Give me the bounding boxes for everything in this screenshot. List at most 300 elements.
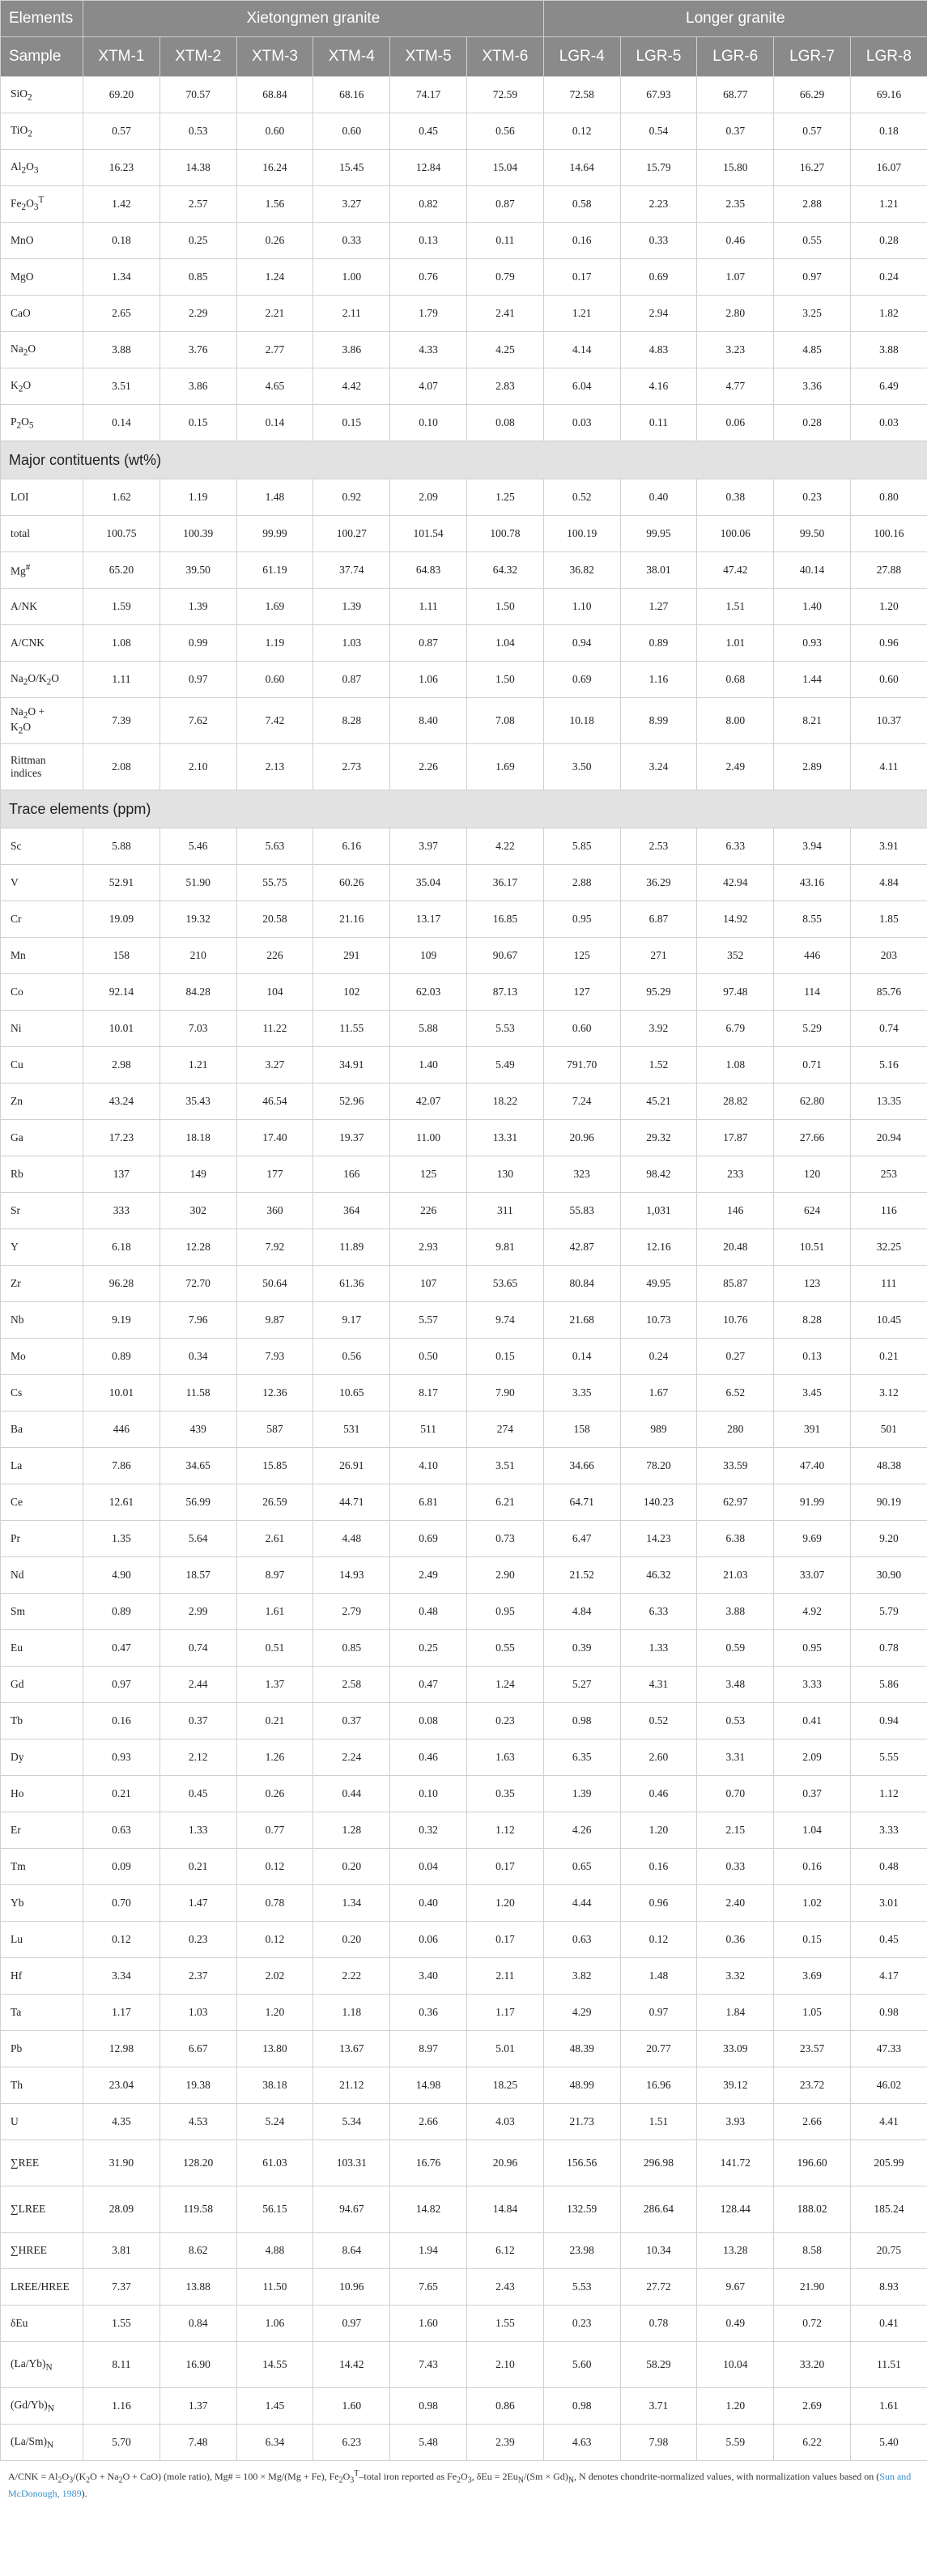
table-cell: 4.10	[390, 1448, 467, 1484]
table-cell: 2.29	[159, 296, 236, 332]
table-cell: 0.78	[620, 2306, 697, 2342]
table-cell: 72.70	[159, 1266, 236, 1302]
table-row	[1, 901, 927, 938]
table-cell: 1.19	[236, 625, 313, 662]
table-cell: 1.03	[159, 1995, 236, 2031]
table-cell: 0.11	[466, 223, 543, 259]
table-cell: 5.48	[390, 2425, 467, 2461]
table-cell: 28.82	[697, 1084, 774, 1120]
table-cell: 64.83	[390, 552, 467, 589]
table-cell: 0.20	[313, 1922, 390, 1958]
table-cell: 0.41	[850, 2306, 927, 2342]
table-cell: 29.32	[620, 1120, 697, 1156]
table-cell: 32.25	[850, 1229, 927, 1266]
table-cell: 8.11	[83, 2342, 160, 2388]
table-cell: 3.36	[774, 368, 851, 405]
table-cell: 13.31	[466, 1120, 543, 1156]
sample-col-header: LGR-7	[774, 37, 851, 77]
table-cell: 0.04	[390, 1849, 467, 1885]
table-cell: 7.98	[620, 2425, 697, 2461]
table-cell: 6.38	[697, 1521, 774, 1557]
row-label: δEu	[1, 2306, 83, 2342]
table-cell: 4.29	[543, 1995, 620, 2031]
row-label: $Na_2O/K_2O$	[1, 662, 83, 698]
table-cell: 33.20	[774, 2342, 851, 2388]
table-cell: 0.68	[697, 662, 774, 698]
table-cell: 296.98	[620, 2140, 697, 2186]
table-cell: 1.06	[236, 2306, 313, 2342]
row-label: Cr	[1, 901, 83, 938]
table-cell: 99.95	[620, 516, 697, 552]
table-cell: 1.85	[850, 901, 927, 938]
table-cell: 0.53	[159, 113, 236, 150]
table-cell: 1.52	[620, 1047, 697, 1084]
sample-col-header: XTM-2	[159, 37, 236, 77]
table-cell: 100.78	[466, 516, 543, 552]
row-label: U	[1, 2104, 83, 2140]
table-row	[1, 1266, 927, 1302]
table-cell: 120	[774, 1156, 851, 1193]
table-cell: 0.46	[620, 1776, 697, 1812]
table-cell: 4.11	[850, 744, 927, 790]
table-cell: 4.90	[83, 1557, 160, 1594]
table-cell: 5.01	[466, 2031, 543, 2067]
table-cell: 0.16	[620, 1849, 697, 1885]
table-cell: 4.35	[83, 2104, 160, 2140]
table-cell: 16.85	[466, 901, 543, 938]
table-row	[1, 77, 927, 113]
table-cell: 1.24	[236, 259, 313, 296]
table-cell: 1.21	[850, 186, 927, 223]
table-row	[1, 1958, 927, 1995]
table-cell: 2.99	[159, 1594, 236, 1630]
table-cell: 27.72	[620, 2269, 697, 2306]
table-cell: 114	[774, 974, 851, 1011]
table-row	[1, 1849, 927, 1885]
table-cell: 0.50	[390, 1339, 467, 1375]
table-cell: 0.47	[390, 1667, 467, 1703]
table-cell: 1.62	[83, 479, 160, 516]
table-cell: 6.34	[236, 2425, 313, 2461]
table-cell: 1.42	[83, 186, 160, 223]
table-row	[1, 1594, 927, 1630]
table-cell: 0.94	[850, 1703, 927, 1739]
table-cell: 35.43	[159, 1084, 236, 1120]
table-row	[1, 1375, 927, 1411]
table-row	[1, 625, 927, 662]
table-cell: 0.12	[83, 1922, 160, 1958]
row-label: Rb	[1, 1156, 83, 1193]
table-cell: 1.69	[236, 589, 313, 625]
table-cell: 56.99	[159, 1484, 236, 1521]
table-cell: 2.94	[620, 296, 697, 332]
table-cell: 14.55	[236, 2342, 313, 2388]
table-row	[1, 259, 927, 296]
table-row	[1, 2269, 927, 2306]
table-cell: 3.23	[697, 332, 774, 368]
row-label: A/CNK	[1, 625, 83, 662]
table-cell: 3.01	[850, 1885, 927, 1922]
row-label: Cu	[1, 1047, 83, 1084]
table-cell: 5.16	[850, 1047, 927, 1084]
table-cell: 0.12	[620, 1922, 697, 1958]
table-cell: 1.25	[466, 479, 543, 516]
table-cell: 0.78	[236, 1885, 313, 1922]
table-cell: 12.61	[83, 1484, 160, 1521]
table-cell: 6.81	[390, 1484, 467, 1521]
table-cell: 5.60	[543, 2342, 620, 2388]
table-cell: 10.34	[620, 2233, 697, 2269]
row-label: Nb	[1, 1302, 83, 1339]
table-cell: 1.45	[236, 2388, 313, 2425]
table-cell: 7.24	[543, 1084, 620, 1120]
table-cell: 0.47	[83, 1630, 160, 1667]
table-cell: 1.17	[466, 1995, 543, 2031]
table-cell: 0.74	[850, 1011, 927, 1047]
table-cell: 624	[774, 1193, 851, 1229]
table-cell: 104	[236, 974, 313, 1011]
table-cell: 0.97	[774, 259, 851, 296]
table-cell: 4.77	[697, 368, 774, 405]
table-cell: 3.86	[159, 368, 236, 405]
row-label: Hf	[1, 1958, 83, 1995]
table-row	[1, 2342, 927, 2388]
table-cell: 0.33	[313, 223, 390, 259]
table-cell: 1.56	[236, 186, 313, 223]
table-row	[1, 1229, 927, 1266]
table-cell: 0.21	[236, 1703, 313, 1739]
table-cell: 0.20	[313, 1849, 390, 1885]
row-label: V	[1, 865, 83, 901]
table-cell: 20.58	[236, 901, 313, 938]
table-cell: 60.26	[313, 865, 390, 901]
table-cell: 0.40	[390, 1885, 467, 1922]
table-cell: 69.16	[850, 77, 927, 113]
table-cell: 64.32	[466, 552, 543, 589]
table-cell: 16.07	[850, 150, 927, 186]
table-cell: 1.18	[313, 1995, 390, 2031]
table-cell: 1.24	[466, 1667, 543, 1703]
row-label: LREE/HREE	[1, 2269, 83, 2306]
table-cell: 4.63	[543, 2425, 620, 2461]
table-cell: 27.66	[774, 1120, 851, 1156]
row-label: Dy	[1, 1739, 83, 1776]
row-label: $(Gd/Yb)_N$	[1, 2388, 83, 2425]
table-cell: 0.45	[850, 1922, 927, 1958]
table-cell: 61.19	[236, 552, 313, 589]
table-cell: 5.34	[313, 2104, 390, 2140]
table-cell: 0.85	[313, 1630, 390, 1667]
table-cell: 100.39	[159, 516, 236, 552]
table-cell: 286.64	[620, 2186, 697, 2233]
table-cell: 0.97	[83, 1667, 160, 1703]
table-cell: 14.38	[159, 150, 236, 186]
table-cell: 72.59	[466, 77, 543, 113]
table-cell: 107	[390, 1266, 467, 1302]
table-cell: 4.84	[543, 1594, 620, 1630]
table-row	[1, 1193, 927, 1229]
table-cell: 271	[620, 938, 697, 974]
table-cell: 53.65	[466, 1266, 543, 1302]
row-label: Zn	[1, 1084, 83, 1120]
table-cell: 0.33	[620, 223, 697, 259]
table-cell: 0.86	[466, 2388, 543, 2425]
table-cell: 43.24	[83, 1084, 160, 1120]
table-cell: 1.28	[313, 1812, 390, 1849]
table-cell: 0.26	[236, 1776, 313, 1812]
table-cell: 0.03	[850, 405, 927, 441]
table-cell: 7.93	[236, 1339, 313, 1375]
table-cell: 1.07	[697, 259, 774, 296]
table-cell: 0.16	[83, 1703, 160, 1739]
table-row	[1, 1339, 927, 1375]
table-cell: 26.59	[236, 1484, 313, 1521]
reference-link[interactable]: Sun and McDonough, 1989	[8, 2471, 912, 2500]
table-cell: 0.98	[390, 2388, 467, 2425]
table-cell: 1.82	[850, 296, 927, 332]
table-cell: 23.98	[543, 2233, 620, 2269]
row-label: Tm	[1, 1849, 83, 1885]
table-cell: 1.55	[466, 2306, 543, 2342]
table-cell: 45.21	[620, 1084, 697, 1120]
table-cell: 28.09	[83, 2186, 160, 2233]
row-label: $P_2O_5$	[1, 405, 83, 441]
table-cell: 5.53	[543, 2269, 620, 2306]
table-cell: 68.84	[236, 77, 313, 113]
row-label: Pr	[1, 1521, 83, 1557]
table-cell: 3.40	[390, 1958, 467, 1995]
table-cell: 9.87	[236, 1302, 313, 1339]
table-cell: 2.49	[697, 744, 774, 790]
table-cell: 0.08	[390, 1703, 467, 1739]
table-cell: 0.52	[620, 1703, 697, 1739]
table-cell: 19.37	[313, 1120, 390, 1156]
table-cell: 0.49	[697, 2306, 774, 2342]
table-cell: 36.17	[466, 865, 543, 901]
table-cell: 11.00	[390, 1120, 467, 1156]
table-cell: 0.15	[313, 405, 390, 441]
table-cell: 0.89	[620, 625, 697, 662]
table-cell: 55.83	[543, 1193, 620, 1229]
table-cell: 6.12	[466, 2233, 543, 2269]
table-cell: 2.60	[620, 1739, 697, 1776]
table-row	[1, 2306, 927, 2342]
row-label: Eu	[1, 1630, 83, 1667]
table-cell: 291	[313, 938, 390, 974]
row-label: $K_2O$	[1, 368, 83, 405]
table-cell: 15.45	[313, 150, 390, 186]
table-cell: 226	[390, 1193, 467, 1229]
table-cell: 19.38	[159, 2067, 236, 2104]
table-cell: 3.31	[697, 1739, 774, 1776]
section-title: Trace elements (ppm)	[1, 790, 927, 828]
table-cell: 2.66	[390, 2104, 467, 2140]
table-cell: 2.13	[236, 744, 313, 790]
table-cell: 33.07	[774, 1557, 851, 1594]
table-cell: 2.02	[236, 1958, 313, 1995]
table-cell: 2.39	[466, 2425, 543, 2461]
table-cell: 2.35	[697, 186, 774, 223]
table-cell: 17.23	[83, 1120, 160, 1156]
table-cell: 50.64	[236, 1266, 313, 1302]
table-cell: 1.94	[390, 2233, 467, 2269]
row-label: $(La/Yb)_N$	[1, 2342, 83, 2388]
table-cell: 1.37	[236, 1667, 313, 1703]
table-cell: 1.34	[313, 1885, 390, 1922]
table-cell: 2.88	[543, 865, 620, 901]
table-cell: 1.39	[313, 589, 390, 625]
table-cell: 3.93	[697, 2104, 774, 2140]
table-cell: 3.27	[236, 1047, 313, 1084]
table-cell: 3.32	[697, 1958, 774, 1995]
table-cell: 0.35	[466, 1776, 543, 1812]
table-row	[1, 974, 927, 1011]
table-cell: 21.03	[697, 1557, 774, 1594]
table-cell: 1.20	[620, 1812, 697, 1849]
table-cell: 0.44	[313, 1776, 390, 1812]
row-label: $Fe_2O_3^T$	[1, 186, 83, 223]
row-label: total	[1, 516, 83, 552]
table-cell: 80.84	[543, 1266, 620, 1302]
table-cell: 149	[159, 1156, 236, 1193]
table-cell: 4.14	[543, 332, 620, 368]
table-cell: 4.26	[543, 1812, 620, 1849]
table-cell: 531	[313, 1411, 390, 1448]
table-cell: 1.20	[466, 1885, 543, 1922]
table-cell: 203	[850, 938, 927, 974]
table-cell: 0.69	[390, 1521, 467, 1557]
row-label: $Na_2O$ + $K_2O$	[1, 698, 83, 744]
table-cell: 0.37	[697, 113, 774, 150]
table-cell: 1.55	[83, 2306, 160, 2342]
table-cell: 0.95	[543, 901, 620, 938]
row-label: Cs	[1, 1375, 83, 1411]
table-cell: 501	[850, 1411, 927, 1448]
table-cell: 0.15	[466, 1339, 543, 1375]
table-cell: 2.10	[466, 2342, 543, 2388]
table-cell: 132.59	[543, 2186, 620, 2233]
table-cell: 6.52	[697, 1375, 774, 1411]
table-cell: 391	[774, 1411, 851, 1448]
table-row	[1, 1448, 927, 1484]
table-cell: 1.04	[466, 625, 543, 662]
table-cell: 0.72	[774, 2306, 851, 2342]
table-cell: 0.13	[390, 223, 467, 259]
table-cell: 14.93	[313, 1557, 390, 1594]
table-cell: 0.12	[236, 1849, 313, 1885]
table-cell: 87.13	[466, 974, 543, 1011]
table-cell: 14.84	[466, 2186, 543, 2233]
table-cell: 439	[159, 1411, 236, 1448]
table-cell: 7.03	[159, 1011, 236, 1047]
table-cell: 0.52	[543, 479, 620, 516]
row-label: Sc	[1, 828, 83, 865]
footnote-tail: ).	[81, 2488, 87, 2500]
table-cell: 9.67	[697, 2269, 774, 2306]
table-cell: 91.99	[774, 1484, 851, 1521]
table-cell: 2.79	[313, 1594, 390, 1630]
table-cell: 7.08	[466, 698, 543, 744]
sample-col-header: LGR-6	[697, 37, 774, 77]
table-cell: 0.95	[774, 1630, 851, 1667]
table-cell: 0.12	[543, 113, 620, 150]
section-header-row	[1, 441, 927, 479]
table-cell: 6.16	[313, 828, 390, 865]
table-row	[1, 2031, 927, 2067]
table-cell: 5.55	[850, 1739, 927, 1776]
table-cell: 14.23	[620, 1521, 697, 1557]
table-cell: 62.80	[774, 1084, 851, 1120]
table-row	[1, 1084, 927, 1120]
table-cell: 35.04	[390, 865, 467, 901]
table-cell: 1.48	[236, 479, 313, 516]
table-cell: 116	[850, 1193, 927, 1229]
table-cell: 98.42	[620, 1156, 697, 1193]
table-cell: 95.29	[620, 974, 697, 1011]
table-cell: 989	[620, 1411, 697, 1448]
row-label: Nd	[1, 1557, 83, 1594]
table-cell: 0.18	[850, 113, 927, 150]
row-label: SiO$_2$	[1, 77, 83, 113]
row-label: Tb	[1, 1703, 83, 1739]
table-cell: 1.11	[83, 662, 160, 698]
table-cell: 27.88	[850, 552, 927, 589]
table-cell: 67.93	[620, 77, 697, 113]
table-cell: 99.50	[774, 516, 851, 552]
table-cell: 0.70	[697, 1776, 774, 1812]
row-label: ∑REE	[1, 2140, 83, 2186]
row-label: Mo	[1, 1339, 83, 1375]
table-row	[1, 662, 927, 698]
table-cell: 0.45	[390, 113, 467, 150]
table-cell: 0.14	[83, 405, 160, 441]
table-cell: 0.97	[620, 1995, 697, 2031]
table-cell: 0.12	[236, 1922, 313, 1958]
table-cell: 0.17	[466, 1849, 543, 1885]
table-cell: 1.44	[774, 662, 851, 698]
table-cell: 127	[543, 974, 620, 1011]
table-cell: 4.85	[774, 332, 851, 368]
table-cell: 1.35	[83, 1521, 160, 1557]
table-cell: 5.57	[390, 1302, 467, 1339]
table-cell: 0.93	[83, 1739, 160, 1776]
table-cell: 44.71	[313, 1484, 390, 1521]
table-cell: 18.25	[466, 2067, 543, 2104]
table-cell: 64.71	[543, 1484, 620, 1521]
table-row	[1, 332, 927, 368]
table-row	[1, 2140, 927, 2186]
table-row	[1, 1739, 927, 1776]
table-cell: 17.87	[697, 1120, 774, 1156]
table-cell: 1.51	[620, 2104, 697, 2140]
table-cell: 0.92	[313, 479, 390, 516]
table-row	[1, 1484, 927, 1521]
table-cell: 2.98	[83, 1047, 160, 1084]
table-cell: 3.69	[774, 1958, 851, 1995]
row-label: Co	[1, 974, 83, 1011]
table-cell: 2.37	[159, 1958, 236, 1995]
table-cell: 0.97	[159, 662, 236, 698]
table-cell: 0.28	[850, 223, 927, 259]
table-cell: 99.99	[236, 516, 313, 552]
table-cell: 16.23	[83, 150, 160, 186]
table-cell: 7.96	[159, 1302, 236, 1339]
table-cell: 0.96	[620, 1885, 697, 1922]
row-label: Ni	[1, 1011, 83, 1047]
table-cell: 14.42	[313, 2342, 390, 2388]
table-cell: 70.57	[159, 77, 236, 113]
table-cell: 8.40	[390, 698, 467, 744]
